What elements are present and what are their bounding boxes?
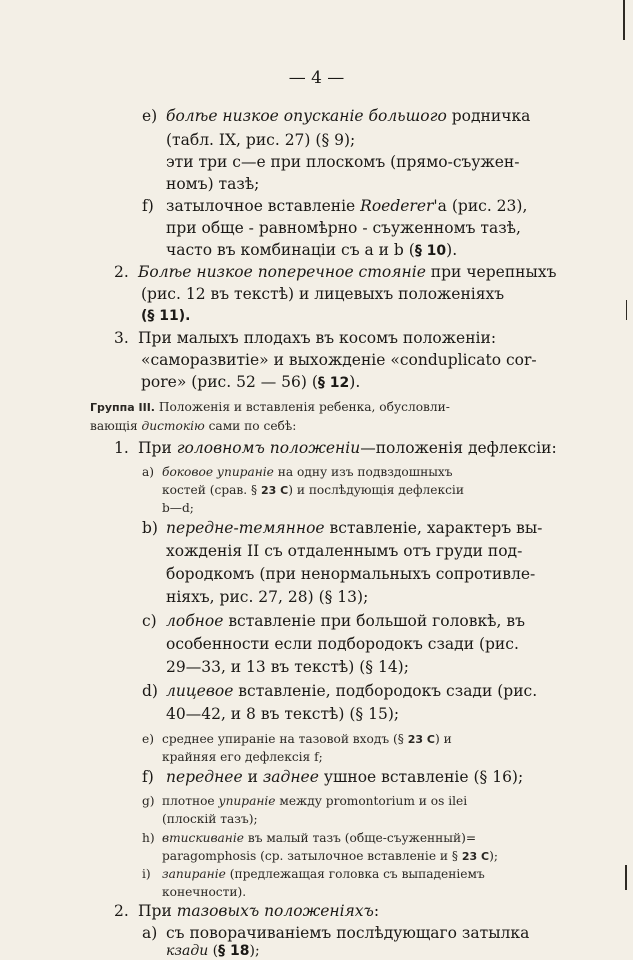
- group-heading: Группа III. Положенія и вставленія ребенка, обусловли-: [90, 400, 450, 414]
- sub-a-pelvic: а) съ поворачиваніемъ послѣдующаго затылка: [142, 924, 530, 942]
- sub-g: g) плотное упираніе между promontorium и os ilei: [142, 794, 468, 808]
- text-line: костей (срав. § 23 C) и послѣдующія дефлексіи: [162, 483, 464, 497]
- scan-edge-mark: [626, 300, 627, 320]
- scan-edge-mark: [625, 865, 627, 890]
- text-line: b—d;: [162, 501, 194, 515]
- text-line: кзади (§ 18);: [166, 943, 260, 959]
- sub-f: f) переднее и заднее ушное вставленіе (§ 16);: [142, 768, 524, 786]
- text-line: бородкомъ (при ненормальныхъ сопротивле-: [166, 565, 536, 583]
- text-line: (табл. IX, рис. 27) (§ 9);: [166, 131, 356, 149]
- text-line: ніяхъ, рис. 27, 28) (§ 13);: [166, 588, 369, 606]
- sub-d: d) лицевое вставленіе, подбородокъ сзади (рис.: [142, 682, 538, 700]
- text-line: часто въ комбинаціи съ a и b (§ 10).: [166, 241, 458, 259]
- sub-i: i) запираніе (предлежащая головка съ выпаденіемъ: [142, 867, 485, 881]
- text-line: pore» (рис. 52 — 56) (§ 12).: [141, 373, 361, 391]
- text-line: (рис. 12 въ текстѣ) и лицевыхъ положеніяхъ: [141, 285, 505, 303]
- page-number: — 4 —: [288, 68, 345, 88]
- text-line: при обще - равномѣрно - съуженномъ тазѣ,: [166, 219, 521, 237]
- text-line: вающія дистокію сами по себѣ:: [90, 419, 297, 433]
- sub-b: b) передне-темянное вставленіе, характеръ вы-: [142, 519, 543, 537]
- scan-edge-mark: [623, 0, 625, 40]
- line-e: е) болѣе низкое опусканіе большого родничка: [142, 107, 531, 125]
- sub-e: e) среднее упираніе на тазовой входъ (§ 23 C) и: [142, 732, 452, 746]
- item-1: 1. При головномъ положеніи—положенія дефлексіи:: [114, 439, 557, 457]
- text-line: крайняя его дефлексія f;: [162, 750, 323, 764]
- item-2-pelvic: 2. При тазовыхъ положеніяхъ:: [114, 902, 380, 920]
- text-line: «саморазвитіе» и выхожденіе «conduplicato cor-: [141, 351, 537, 369]
- text-line: особенности если подбородокъ сзади (рис.: [166, 635, 519, 653]
- item-3: 3. При малыхъ плодахъ въ косомъ положеніи:: [114, 329, 497, 347]
- text-line: (§ 11).: [141, 308, 191, 324]
- sub-h: h) втискиваніе въ малый тазъ (обще-съуженный)=: [142, 831, 477, 845]
- text-line: paragomphosis (ср. затылочное вставленіе и § 23 C);: [162, 849, 498, 863]
- line-f: f) затылочное вставленіе Roederer'а (рис. 23),: [142, 197, 528, 215]
- text-line: (плоскій тазъ);: [162, 812, 258, 826]
- text-line: эти три c—e при плоскомъ (прямо-съужен-: [166, 153, 520, 171]
- sub-c: c) лобное вставленіе при большой головкѣ, въ: [142, 612, 525, 630]
- sub-a: а) боковое упираніе на одну изъ подвздошныхъ: [142, 465, 453, 479]
- text-line: хожденія II съ отдаленнымъ отъ груди под-: [166, 542, 523, 560]
- item-2: 2. Болѣе низкое поперечное стояніе при черепныхъ: [114, 263, 557, 281]
- text-line: 29—33, и 13 въ текстѣ) (§ 14);: [166, 658, 409, 676]
- text-line: номъ) тазѣ;: [166, 175, 260, 193]
- text-line: 40—42, и 8 въ текстѣ) (§ 15);: [166, 705, 400, 723]
- text-line: конечности).: [162, 885, 247, 899]
